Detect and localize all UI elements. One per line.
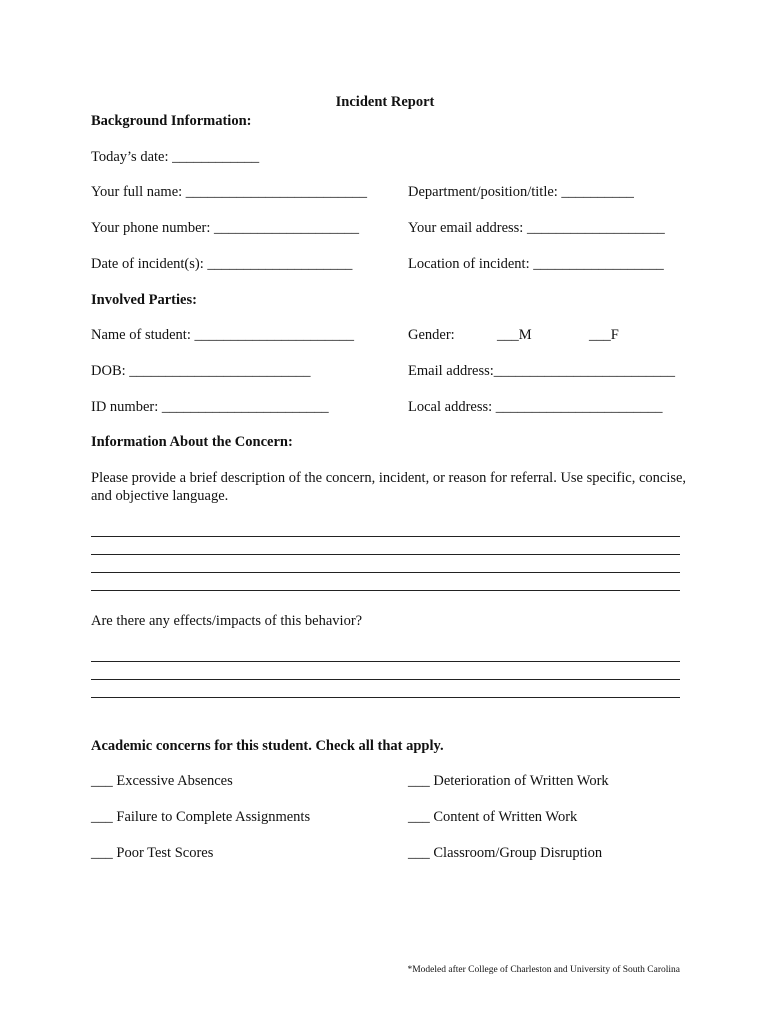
- effects-line[interactable]: [91, 679, 680, 680]
- description-line[interactable]: [91, 536, 680, 537]
- check-content-written-work[interactable]: ___ Content of Written Work: [408, 809, 578, 825]
- date-of-incident-field[interactable]: Date of incident(s): ____________________: [91, 256, 353, 272]
- section-heading-academic: Academic concerns for this student. Check all that apply.: [91, 738, 444, 754]
- description-line[interactable]: [91, 572, 680, 573]
- student-name-field[interactable]: Name of student: ______________________: [91, 327, 354, 343]
- effects-line[interactable]: [91, 661, 680, 662]
- description-prompt: Please provide a brief description of the concern, incident, or reason for referral. Use specific, concise, and objective language.: [91, 470, 687, 504]
- id-number-field[interactable]: ID number: _______________________: [91, 399, 329, 415]
- gender-female-option[interactable]: ___F: [589, 327, 619, 343]
- description-line[interactable]: [91, 590, 680, 591]
- gender-label: Gender:: [408, 327, 455, 343]
- email-address-field[interactable]: Your email address: ___________________: [408, 220, 665, 236]
- document-title: Incident Report: [335, 94, 435, 110]
- check-poor-test-scores[interactable]: ___ Poor Test Scores: [91, 845, 214, 861]
- section-heading-background: Background Information:: [91, 113, 252, 129]
- description-line[interactable]: [91, 554, 680, 555]
- phone-number-field[interactable]: Your phone number: ____________________: [91, 220, 359, 236]
- effects-prompt: Are there any effects/impacts of this behavior?: [91, 613, 363, 629]
- gender-male-option[interactable]: ___M: [497, 327, 532, 343]
- check-failure-assignments[interactable]: ___ Failure to Complete Assignments: [91, 809, 311, 825]
- check-classroom-disruption[interactable]: ___ Classroom/Group Disruption: [408, 845, 603, 861]
- footnote: *Modeled after College of Charleston and University of South Carolina: [407, 965, 680, 975]
- check-deterioration-written-work[interactable]: ___ Deterioration of Written Work: [408, 773, 609, 789]
- department-field[interactable]: Department/position/title: __________: [408, 184, 634, 200]
- section-heading-concern: Information About the Concern:: [91, 434, 293, 450]
- full-name-field[interactable]: Your full name: _________________________: [91, 184, 368, 200]
- student-email-field[interactable]: Email address:_________________________: [408, 363, 676, 379]
- section-heading-involved-parties: Involved Parties:: [91, 292, 197, 308]
- local-address-field[interactable]: Local address: _______________________: [408, 399, 663, 415]
- todays-date-field[interactable]: Today’s date: ____________: [91, 149, 260, 165]
- effects-line[interactable]: [91, 697, 680, 698]
- location-of-incident-field[interactable]: Location of incident: __________________: [408, 256, 664, 272]
- check-excessive-absences[interactable]: ___ Excessive Absences: [91, 773, 233, 789]
- dob-field[interactable]: DOB: _________________________: [91, 363, 311, 379]
